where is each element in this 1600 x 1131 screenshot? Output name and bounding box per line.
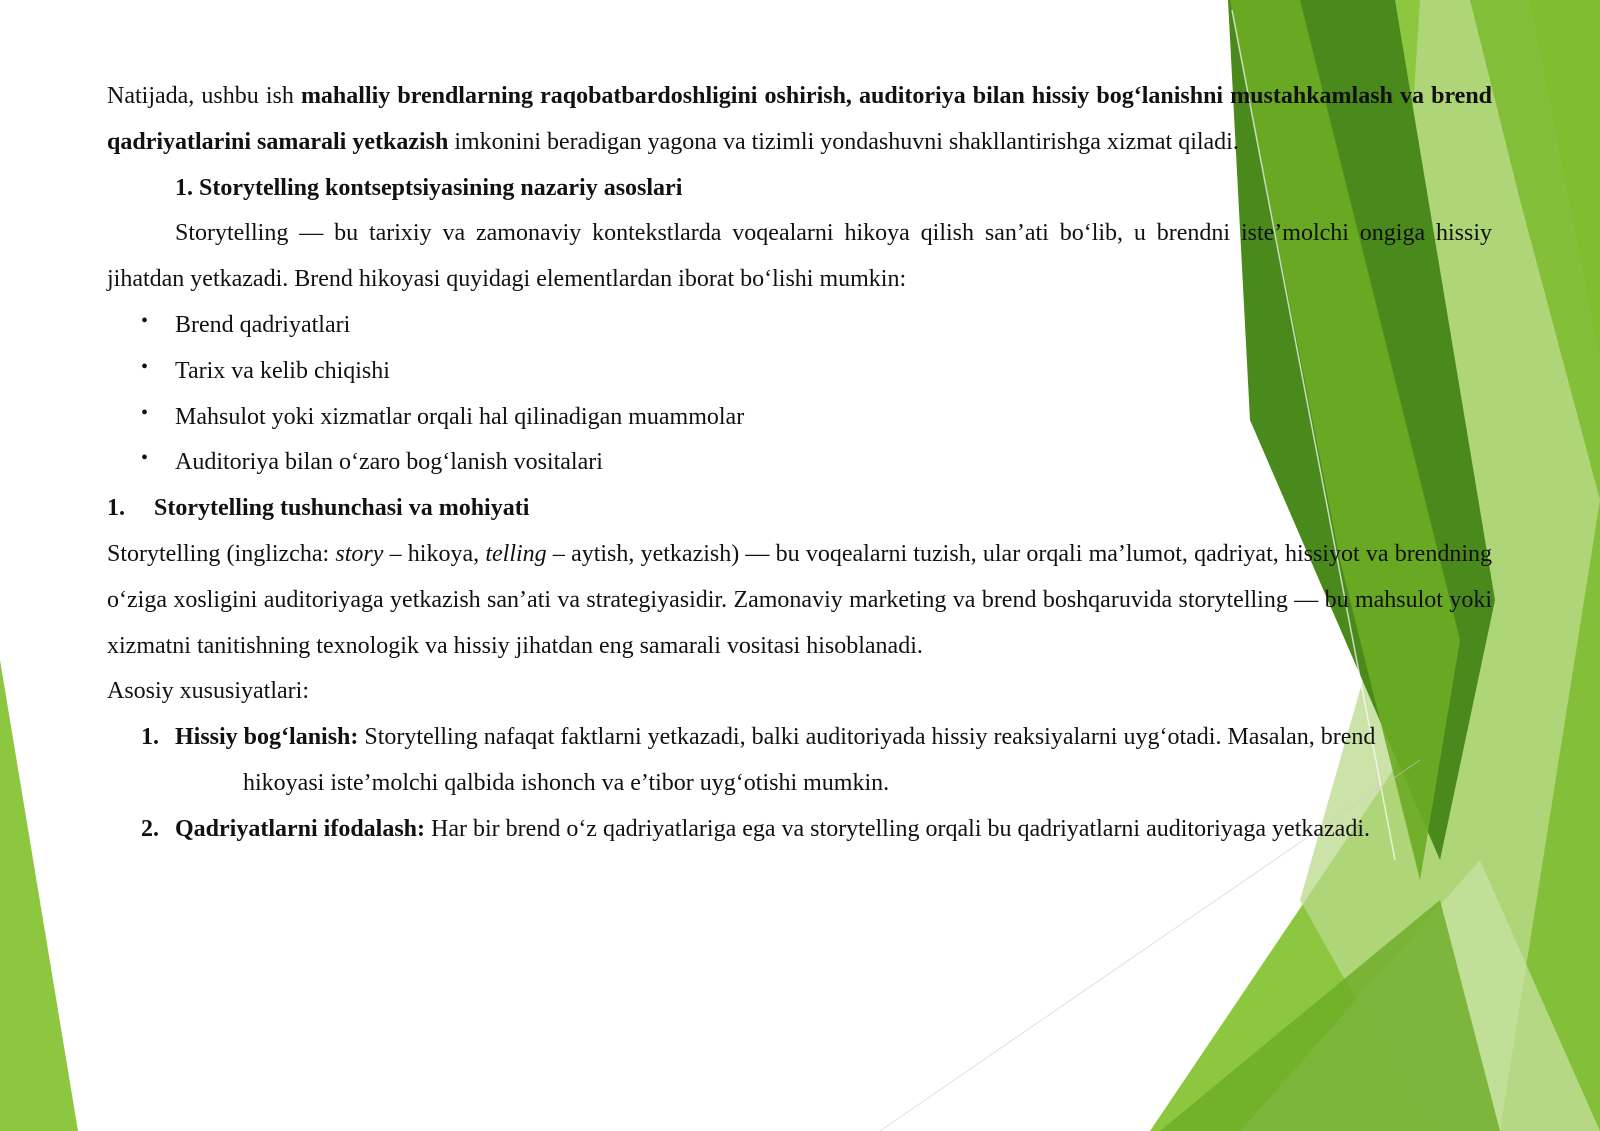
section2-paragraph: Storytelling (inglizcha: story – hikoya, telling – aytish, yetkazish) — bu voqealarni tuzish, ular orqali ma’lumot, qadriyat, hissiyot va brendning o‘ziga xosligini auditoriyaga yetkazish san’ati va strategiyasidir. Zamonaviy marketing va brend boshqaruvida storytelling — bu mahsulot yoki xizmatni tanitishning texnologik va hissiy jihatdan eng samarali vositasi hisoblanadi.	[107, 540, 1493, 659]
features-intro: Asosiy xususiyatlari:	[107, 678, 309, 705]
list-item: • Tarix va kelib chiqishi	[107, 349, 1492, 395]
feature-number: 2.	[141, 815, 159, 842]
bullet-icon: •	[141, 355, 149, 378]
feature-text-continuation: hikoyasi iste’molchi qalbida ishonch va e’tibor uyg‘otishi mumkin.	[243, 769, 890, 796]
section1-paragraph: Storytelling — bu tarixiy va zamonaviy kontekstlarda voqealarni hikoya qilish san’ati bo‘lib, u brendni iste’molchi ongiga hissiy jihatdan yetkazadi. Brend hikoyasi quyidagi elementlardan iborat bo‘lishi mumkin:	[107, 220, 1492, 293]
section1-heading: 1. Storytelling kontseptsiyasining nazariy asoslari	[175, 174, 683, 201]
feature-title: Hissiy bog‘lanish:	[175, 724, 359, 751]
feature-title: Qadriyatlarni ifodalash:	[175, 815, 426, 842]
list-item: • Mahsulot yoki xizmatlar orqali hal qilinadigan muammolar	[107, 395, 1492, 441]
bullet-icon: •	[141, 401, 149, 424]
intro-text-end: imkonini beradigan yagona va tizimli yondashuvni shakllantirishga xizmat qiladi.	[448, 128, 1239, 155]
bullet-icon: •	[141, 447, 149, 470]
list-item	[107, 715, 1492, 807]
intro-paragraph	[107, 74, 1492, 166]
section2-number: 1.	[107, 495, 125, 522]
intro-bold-text: mahalliy brendlarning raqobatbardoshligini oshirish, auditoriya bilan hissiy bog‘lanishni mustahkamlash va brend qadriyatlarini samarali yetkazish	[107, 83, 1493, 155]
green-shape-left	[0, 660, 78, 1131]
feature-text: Storytelling nafaqat faktlarni yetkazadi, balki auditoriyada hissiy reaksiyalarni uyg‘otadi. Masalan, brend	[358, 724, 1376, 751]
bullet-icon: •	[141, 309, 149, 332]
list-item	[107, 807, 1492, 853]
bullet-list	[107, 303, 1492, 486]
feature-text: Har bir brend o‘z qadriyatlariga ega va storytelling orqali bu qadriyatlarni auditoriyaga yetkazadi.	[425, 815, 1370, 842]
intro-text-start: Natijada, ushbu ish	[107, 83, 301, 109]
feature-number: 1.	[141, 724, 159, 751]
list-item: • Brend qadriyatlari	[107, 303, 1492, 349]
list-item: • Auditoriya bilan o‘zaro bog‘lanish vositalari	[107, 440, 1492, 486]
features-list	[107, 715, 1492, 852]
section2-heading	[107, 486, 1492, 532]
section2-title: Storytelling tushunchasi va mohiyati	[154, 495, 530, 522]
slide-body	[107, 74, 1492, 853]
